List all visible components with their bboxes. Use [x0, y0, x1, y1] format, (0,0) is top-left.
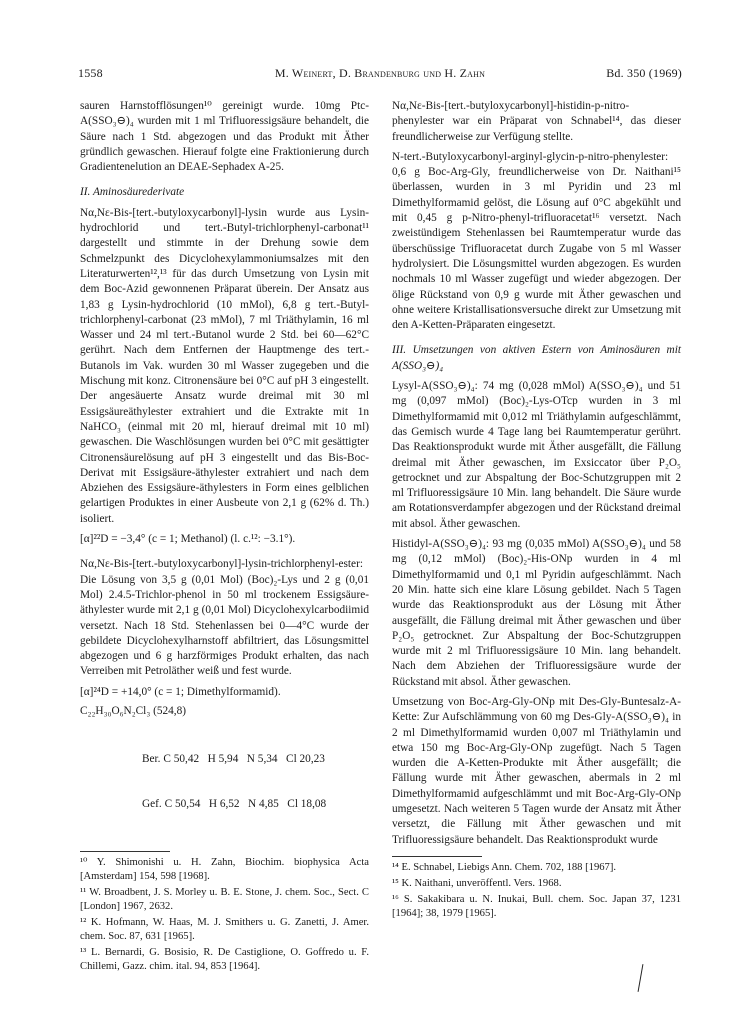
footnote: ¹⁴ E. Schnabel, Liebigs Ann. Chem. 702, 188 [1967]. — [392, 861, 617, 873]
paragraph: Histidyl-A(SSO₃⊖)₄: 93 mg (0,035 mMol) A(SSO₃⊖)₄ und 58 mg (0,12 mMol) (Boc)₂-His-ONp wurden in 4 ml Dimethylformamid und 0,1 ml Pyridin aufgeschlämmt. Nach 20 Min. hatte sich eine klare Lösung gebildet. Nach 5 Tagen wurde das Reaktionsprodukt aus der Lösung mit Äther ausgefällt, die Fällung dreimal mit Äther gewaschen und über P₂O₅ getrocknet. Zur Abspaltung der Boc-Schutzgruppen wurde mit 2 ml Trifluoressigsäure 10 Min. lang behandelt. Nach dem Abziehen der Trifluoressigsäure wurde der Rückstand mit absol. Äther gewaschen. — [392, 538, 681, 688]
footnote: ¹⁶ S. Sakakibara u. N. Inukai, Bull. chem. Soc. Japan 37, 1231 [1964]; 38, 1979 [1965]. — [392, 893, 681, 919]
section-heading: III. Umsetzungen von aktiven Estern von Aminosäuren mit A(SSO₃⊖)₄ — [392, 344, 681, 372]
analysis-found: Gef. C 50,54 H 6,52 N 4,85 Cl 18,08 — [142, 798, 327, 811]
page-number: 1558 — [78, 66, 103, 80]
ink-mark — [638, 964, 644, 992]
analysis-calculated: Ber. C 50,42 H 5,94 N 5,34 Cl 20,23 — [142, 752, 325, 765]
footnote-rule — [80, 851, 170, 852]
molecular-formula: C₂₂H₃₀O₆N₂Cl₃ (524,8) — [80, 704, 187, 717]
optical-rotation: [α]²²D = −3,4° (c = 1; Methanol) (l. c.¹²: −3.1°). — [80, 533, 296, 546]
paragraph: sauren Harnstofflösungen¹⁰ gereinigt wurde. 10mg Ptc-A(SSO₃⊖)₄ wurden mit 1 ml Trifluoressigsäure behandelt, die Säure nach 1 Std. abgezogen und das Produkt mit Äther gründlich gewaschen. Hierauf folgte eine Fraktionierung durch Gradientenelution an DEAE-Sephadex A-25. — [80, 100, 369, 174]
paragraph: Nα,Nε-Bis-[tert.-butyloxycarbonyl]-histidin-p-nitro-phenylester war ein Präparat von Schnabel¹⁴, das dieser freundlicherweise zur Verfügung stellte. — [392, 100, 681, 143]
paragraph: Lysyl-A(SSO₃⊖)₄: 74 mg (0,028 mMol) A(SSO₃⊖)₄ und 51 mg (0,097 mMol) (Boc)₂-Lys-OTcp wurden in 3 ml Dimethylformamid mit 0,012 ml Triäthylamin aufgeschlämmt, das Gemisch wurde 4 Tage lang bei Raumtemperatur gerührt. Das Reaktionsprodukt wurde mit Äther ausgefällt, die Fällung dreimal mit Äther gewaschen, im Exsiccator über P₂O₅ getrocknet und zur Abspaltung der Boc-Schutzgruppen mit 2 ml Trifluoressigsäure 10 Min. lang behandelt. Die Säure wurde am Rotationsverdampfer abgezogen und der Rückstand dreimal mit absol. Äther gewaschen. — [392, 380, 681, 530]
section-heading: II. Aminosäurederivate — [80, 186, 185, 199]
left-column — [80, 99, 369, 974]
optical-rotation: [α]²⁴D = +14,0° (c = 1; Dimethylformamid). — [80, 685, 281, 698]
paragraph: N-tert.-Butyloxycarbonyl-arginyl-glycin-p-nitro-phenylester: 0,6 g Boc-Arg-Gly, freundlicherweise von Dr. Naithani¹⁵ überlassen, wurden in 3 ml Pyridin und 23 ml Dimethylformamid gelöst, die Lösung auf 0°C abgekühlt und mit 0,45 g p-Nitro-phenyl-trifluoracetat¹⁶ versetzt. Nach zweistündigem Stehenlassen bei Raumtemperatur wurde das überschüssige Trifluoracetat durch Zugabe von 5 ml Wasser hydrolysiert. Die Lösungsmittel wurden abgezogen. Es wurden nochmals 10 ml Wasser zugefügt und wieder abgezogen. Der ölige Rückstand von 0,9 g wurde mit Äther gewaschen und ohne weitere Kristallisationsversuche direkt zur Umsetzung mit den A-Ketten-Präparaten eingesetzt. — [392, 150, 681, 332]
right-column — [392, 99, 681, 921]
volume-info: Bd. 350 (1969) — [606, 66, 682, 80]
footnote: ¹⁵ K. Naithani, unveröffentl. Vers. 1968. — [392, 877, 562, 889]
running-header — [78, 66, 682, 82]
footnote: ¹¹ W. Broadbent, J. S. Morley u. B. E. Stone, J. chem. Soc., Sect. C [London] 1967, 2632. — [80, 887, 369, 913]
footnote: ¹⁰ Y. Shimonishi u. H. Zahn, Biochim. biophysica Acta [Amsterdam] 154, 598 [1968]. — [80, 857, 369, 883]
running-title: M. Weinert, D. Brandenburg und H. Zahn — [274, 66, 486, 80]
elemental-analysis — [80, 721, 369, 843]
footnote-rule — [392, 856, 482, 857]
paragraph: Nα,Nε-Bis-[tert.-butyloxycarbonyl]-lysin-trichlorphenyl-ester: Die Lösung von 3,5 g (0,01 Mol) (Boc)₂-Lys und 2 g (0,01 Mol) 2.4.5-Trichlor-phenol in 50 ml trockenem Essigsäure-äthylester wurde mit 2,1 g (0,01 Mol) Dicyclohexylcarbodiimid versetzt. Nach 18 Std. Stehenlassen bei 0—4°C wurde der gebildete Dicyclohexylharnstoff abfiltriert, das Lösungsmittel abgezogen und 6 g harzförmiges Produkt erhalten, das nach Verreiben mit Petroläther weiß und fest wurde. — [80, 558, 369, 678]
footnote: ¹³ L. Bernardi, G. Bosisio, R. De Castiglione, O. Goffredo u. F. Chillemi, Gazz. chim. ital. 94, 853 [1964]. — [80, 947, 369, 973]
paragraph: Umsetzung von Boc-Arg-Gly-ONp mit Des-Gly-Buntesalz-A-Kette: Zur Aufschlämmung von 60 mg Des-Gly-A(SSO₃⊖)₄ in 2 ml Dimethylformamid wurden 0,007 ml Triäthylamin und etwa 150 mg Boc-Arg-Gly-ONp zugefügt. Nach 5 Tagen wurden die A-Ketten-Produkte mit Äther ausgefällt; die Fällung wurde mit Äther gewaschen, abermals in 2 ml Dimethylformamid aufgeschlämmt und mit Boc-Arg-Gly-ONp umgesetzt. Nach weiteren 5 Tagen wurde der Ansatz mit Äther versetzt, die Fällung mit Äther gewaschen und mit Trifluoressigsäure behandelt. Das Reaktionsprodukt wurde — [392, 695, 681, 846]
paragraph: Nα,Nε-Bis-[tert.-butyloxycarbonyl]-lysin wurde aus Lysin-hydrochlorid und tert.-Butyl-trichlorphenyl-carbonat¹¹ dargestellt und stimmte in der Drehung sowie dem Schmelzpunkt des Dicyclohexylammoniumsalzes mit den Literaturwerten¹²,¹³ für das durch Umsetzung von Lysin mit dem Boc-Azid gewonnenen Präparat überein. Der Ansatz aus 1,83 g Lysin-hydrochlorid (10 mMol), 6,8 g tert.-Butyl-trichlorphenyl-carbonat (23 mMol), 7 ml Triäthylamin, 16 ml Wasser und 24 ml tert.-Butanol wurde 2 Std. bei 60—62°C gerührt. Nach dem Entfernen der Hauptmenge des tert.-Butanols im Vak. wurden 30 ml Wasser zugegeben und die Mischung mit konz. Citronensäure bei 0°C auf pH 3 eingestellt. Der angesäuerte Ansatz wurde dreimal mit 30 ml Essigsäureäthylester extrahiert und die Extrakte mit 1n NaHCO₃ (einmal mit 20 ml, hierauf dreimal mit 10 ml) gewaschen. Die Waschlösungen wurden bei 0°C mit gesättigter Citronensäurelösung auf pH 3 eingestellt und das Bis-Boc-Derivat mit Essigsäure-äthylester extrahiert und nach dem Abziehen des Essigsäure-äthylesters in Form eines gelblichen gelartigen Produktes in einer Ausbeute von 2,1 g (62% d. Th.) isoliert. — [80, 206, 369, 525]
footnote: ¹² K. Hofmann, W. Haas, M. J. Smithers u. G. Zanetti, J. Amer. chem. Soc. 87, 631 [1965]. — [80, 917, 369, 943]
